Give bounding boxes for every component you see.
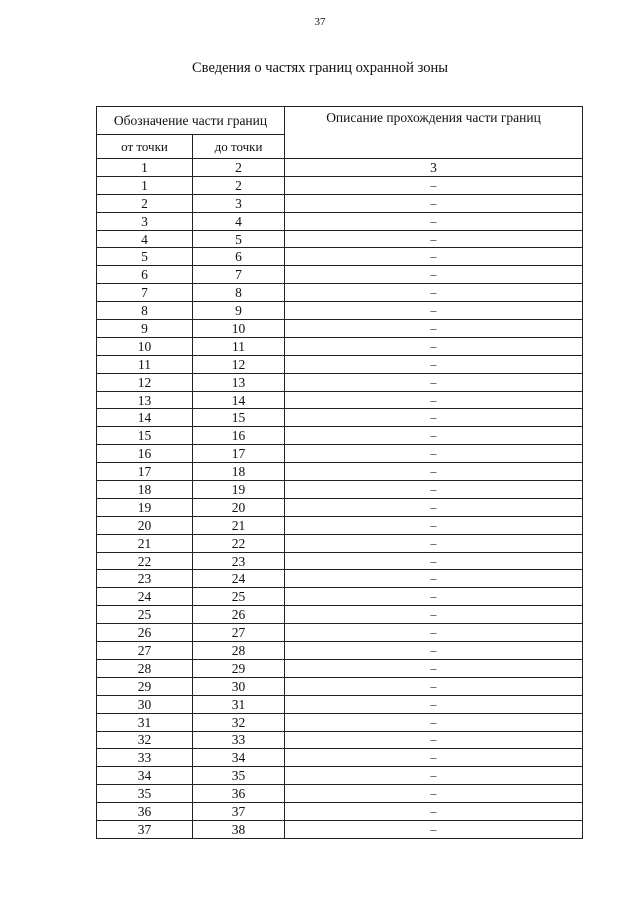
description-cell: – — [285, 642, 583, 660]
from-point-cell: 22 — [97, 552, 193, 570]
column-number: 1 — [97, 159, 193, 177]
header-description: Описание прохождения части границ — [285, 107, 583, 159]
from-point-cell: 11 — [97, 355, 193, 373]
table-row — [97, 516, 583, 534]
description-cell: – — [285, 713, 583, 731]
description-cell: – — [285, 212, 583, 230]
to-point-cell: 4 — [193, 212, 285, 230]
to-point-cell: 17 — [193, 445, 285, 463]
from-point-cell: 36 — [97, 803, 193, 821]
table-row — [97, 176, 583, 194]
from-point-cell: 5 — [97, 248, 193, 266]
from-point-cell: 28 — [97, 659, 193, 677]
from-point-cell: 18 — [97, 481, 193, 499]
header-to-point: до точки — [193, 135, 285, 159]
to-point-cell: 3 — [193, 194, 285, 212]
table-row — [97, 677, 583, 695]
description-cell: – — [285, 230, 583, 248]
description-cell: – — [285, 320, 583, 338]
boundary-parts-table — [96, 106, 583, 839]
table-row — [97, 731, 583, 749]
to-point-cell: 20 — [193, 498, 285, 516]
from-point-cell: 1 — [97, 176, 193, 194]
to-point-cell: 22 — [193, 534, 285, 552]
table-body — [97, 159, 583, 839]
from-point-cell: 25 — [97, 606, 193, 624]
to-point-cell: 25 — [193, 588, 285, 606]
table-row — [97, 427, 583, 445]
to-point-cell: 23 — [193, 552, 285, 570]
description-cell: – — [285, 516, 583, 534]
table-row — [97, 749, 583, 767]
description-cell: – — [285, 284, 583, 302]
table-row — [97, 355, 583, 373]
to-point-cell: 8 — [193, 284, 285, 302]
from-point-cell: 19 — [97, 498, 193, 516]
header-boundary-designation: Обозначение части границ — [97, 107, 285, 135]
table-row — [97, 570, 583, 588]
to-point-cell: 38 — [193, 820, 285, 838]
description-cell: – — [285, 176, 583, 194]
from-point-cell: 27 — [97, 642, 193, 660]
description-cell: – — [285, 606, 583, 624]
table-row — [97, 767, 583, 785]
description-cell: – — [285, 248, 583, 266]
description-cell: – — [285, 695, 583, 713]
description-cell: – — [285, 534, 583, 552]
from-point-cell: 33 — [97, 749, 193, 767]
to-point-cell: 33 — [193, 731, 285, 749]
to-point-cell: 30 — [193, 677, 285, 695]
from-point-cell: 16 — [97, 445, 193, 463]
header-from-point: от точки — [97, 135, 193, 159]
description-cell: – — [285, 624, 583, 642]
from-point-cell: 23 — [97, 570, 193, 588]
from-point-cell: 21 — [97, 534, 193, 552]
to-point-cell: 13 — [193, 373, 285, 391]
to-point-cell: 2 — [193, 176, 285, 194]
description-cell: – — [285, 820, 583, 838]
to-point-cell: 7 — [193, 266, 285, 284]
description-cell: – — [285, 427, 583, 445]
to-point-cell: 24 — [193, 570, 285, 588]
to-point-cell: 37 — [193, 803, 285, 821]
column-number: 2 — [193, 159, 285, 177]
to-point-cell: 26 — [193, 606, 285, 624]
from-point-cell: 3 — [97, 212, 193, 230]
table-row — [97, 803, 583, 821]
description-cell: – — [285, 373, 583, 391]
table-row — [97, 552, 583, 570]
to-point-cell: 14 — [193, 391, 285, 409]
description-cell: – — [285, 803, 583, 821]
description-cell: – — [285, 767, 583, 785]
from-point-cell: 26 — [97, 624, 193, 642]
from-point-cell: 2 — [97, 194, 193, 212]
from-point-cell: 7 — [97, 284, 193, 302]
to-point-cell: 34 — [193, 749, 285, 767]
from-point-cell: 14 — [97, 409, 193, 427]
from-point-cell: 31 — [97, 713, 193, 731]
from-point-cell: 10 — [97, 337, 193, 355]
from-point-cell: 37 — [97, 820, 193, 838]
table-row — [97, 642, 583, 660]
to-point-cell: 36 — [193, 785, 285, 803]
from-point-cell: 15 — [97, 427, 193, 445]
table-row — [97, 713, 583, 731]
to-point-cell: 32 — [193, 713, 285, 731]
description-cell: – — [285, 588, 583, 606]
table-row — [97, 445, 583, 463]
to-point-cell: 18 — [193, 463, 285, 481]
table-row — [97, 534, 583, 552]
table-row — [97, 481, 583, 499]
column-number-row — [97, 159, 583, 177]
from-point-cell: 8 — [97, 302, 193, 320]
to-point-cell: 28 — [193, 642, 285, 660]
from-point-cell: 4 — [97, 230, 193, 248]
from-point-cell: 12 — [97, 373, 193, 391]
table-row — [97, 463, 583, 481]
page-number: 37 — [314, 16, 326, 28]
column-number: 3 — [285, 159, 583, 177]
to-point-cell: 10 — [193, 320, 285, 338]
table-row — [97, 409, 583, 427]
description-cell: – — [285, 409, 583, 427]
description-cell: – — [285, 498, 583, 516]
from-point-cell: 6 — [97, 266, 193, 284]
description-cell: – — [285, 677, 583, 695]
to-point-cell: 6 — [193, 248, 285, 266]
description-cell: – — [285, 659, 583, 677]
to-point-cell: 16 — [193, 427, 285, 445]
from-point-cell: 9 — [97, 320, 193, 338]
to-point-cell: 27 — [193, 624, 285, 642]
table-row — [97, 624, 583, 642]
table-row — [97, 230, 583, 248]
table-row — [97, 337, 583, 355]
table-row — [97, 785, 583, 803]
to-point-cell: 12 — [193, 355, 285, 373]
table-row — [97, 302, 583, 320]
description-cell: – — [285, 194, 583, 212]
to-point-cell: 21 — [193, 516, 285, 534]
description-cell: – — [285, 266, 583, 284]
description-cell: – — [285, 463, 583, 481]
from-point-cell: 35 — [97, 785, 193, 803]
from-point-cell: 32 — [97, 731, 193, 749]
table-row — [97, 248, 583, 266]
description-cell: – — [285, 785, 583, 803]
description-cell: – — [285, 337, 583, 355]
to-point-cell: 19 — [193, 481, 285, 499]
to-point-cell: 29 — [193, 659, 285, 677]
from-point-cell: 29 — [97, 677, 193, 695]
table-row — [97, 695, 583, 713]
description-cell: – — [285, 481, 583, 499]
table-row — [97, 391, 583, 409]
to-point-cell: 5 — [193, 230, 285, 248]
description-cell: – — [285, 570, 583, 588]
description-cell: – — [285, 731, 583, 749]
to-point-cell: 11 — [193, 337, 285, 355]
table-row — [97, 498, 583, 516]
to-point-cell: 31 — [193, 695, 285, 713]
table-row — [97, 284, 583, 302]
table-row — [97, 820, 583, 838]
description-cell: – — [285, 445, 583, 463]
table-row — [97, 606, 583, 624]
table-row — [97, 194, 583, 212]
table-row — [97, 212, 583, 230]
from-point-cell: 34 — [97, 767, 193, 785]
description-cell: – — [285, 355, 583, 373]
table-row — [97, 373, 583, 391]
table-row — [97, 320, 583, 338]
table-row — [97, 266, 583, 284]
to-point-cell: 35 — [193, 767, 285, 785]
description-cell: – — [285, 749, 583, 767]
document-title: Сведения о частях границ охранной зоны — [192, 60, 448, 76]
table-row — [97, 659, 583, 677]
from-point-cell: 30 — [97, 695, 193, 713]
to-point-cell: 15 — [193, 409, 285, 427]
from-point-cell: 13 — [97, 391, 193, 409]
from-point-cell: 20 — [97, 516, 193, 534]
description-cell: – — [285, 391, 583, 409]
from-point-cell: 24 — [97, 588, 193, 606]
to-point-cell: 9 — [193, 302, 285, 320]
table-row — [97, 588, 583, 606]
description-cell: – — [285, 302, 583, 320]
from-point-cell: 17 — [97, 463, 193, 481]
description-cell: – — [285, 552, 583, 570]
